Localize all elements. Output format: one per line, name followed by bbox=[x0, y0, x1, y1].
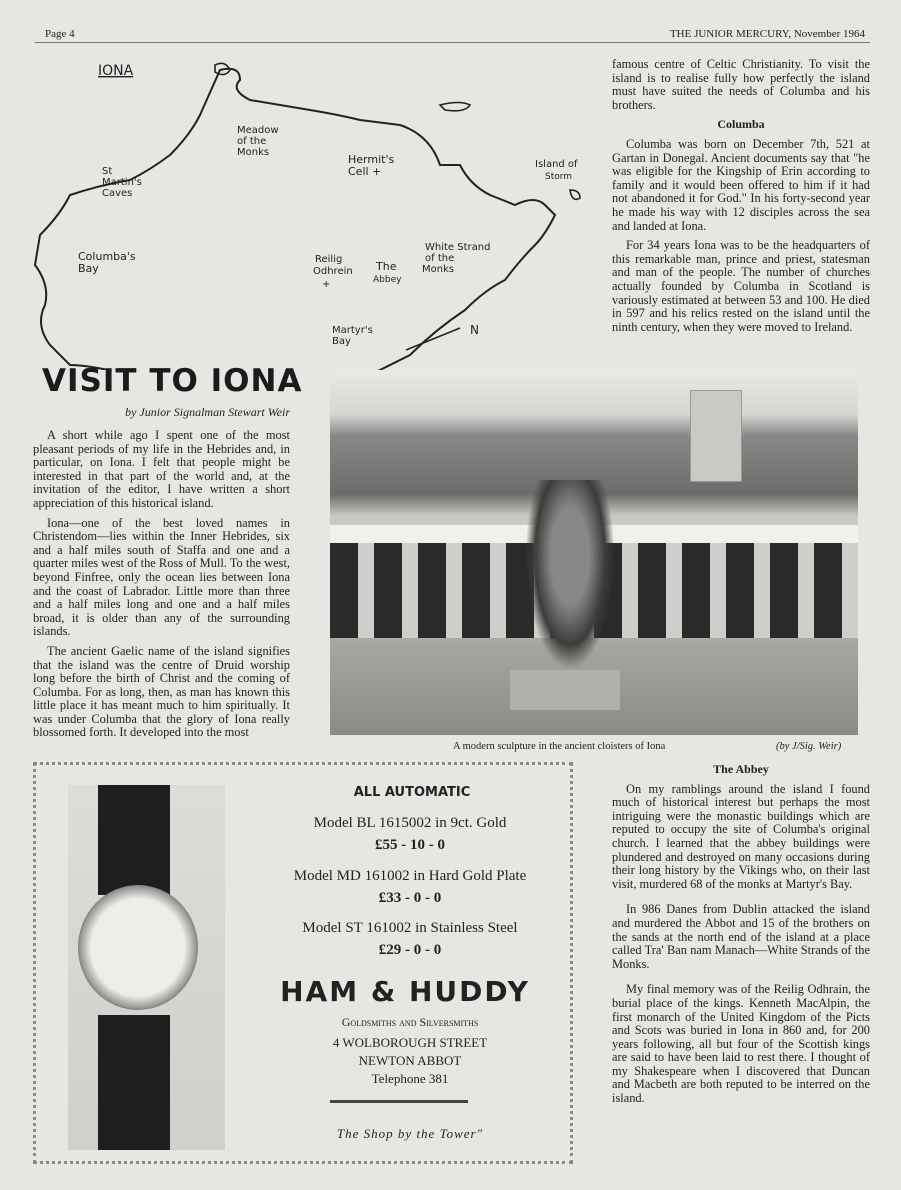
model-3: Model ST 161002 in Stainless Steel bbox=[302, 920, 518, 936]
svg-text:Storm: Storm bbox=[545, 172, 573, 182]
paragraph: Columba was born on December 7th, 521 at Gartan in Donegal. Ancient documents say that "he was eligible for the Kingship of Erin according to family and it would been offered to him if it had not abandoned it for God." In his forty-second year he made his way with 12 disciples across the sea and landed at Iona. bbox=[612, 136, 870, 233]
photo-credit: (by J/Sig. Weir) bbox=[776, 741, 842, 752]
shop-name: HAM & HUDDY bbox=[280, 975, 530, 1008]
price-3: £29 - 0 - 0 bbox=[378, 942, 442, 958]
svg-text:+: + bbox=[322, 279, 331, 290]
paragraph: A short while ago I spent one of the most pleasant periods of my life in the Hebrides and, in particular, on Iona. I felt that people might be interested in that part of the world and, at the invitation of the editor, I have written a short appreciation of this historical island. bbox=[33, 428, 290, 510]
byline: by Junior Signalman Stewart Weir bbox=[125, 405, 290, 419]
iona-map bbox=[30, 50, 600, 370]
svg-text:Monks: Monks bbox=[422, 264, 455, 275]
header-rule bbox=[35, 42, 870, 43]
paragraph: Iona—one of the best loved names in Christendom—lies within the Inner Hebrides, six and a half miles south of Staffa and one and a quarter miles west of the Ross of Mull. To the west, beyond Finfree, only the ocean lies between Iona and the coast of Labrador. Little more than three and a half miles long and one and a half miles broad, it is older than any of the surrounding islands. bbox=[33, 515, 290, 639]
cloister-photo bbox=[330, 370, 858, 735]
address-town: NEWTON ABBOT bbox=[358, 1053, 462, 1068]
photo-caption: A modern sculpture in the ancient cloisters of Iona bbox=[453, 741, 666, 752]
publication-header: THE JUNIOR MERCURY, November 1964 bbox=[669, 28, 865, 40]
ad-slogan: The Shop by the Tower" bbox=[336, 1126, 484, 1141]
svg-text:of the: of the bbox=[425, 253, 455, 264]
svg-text:White Strand: White Strand bbox=[425, 242, 491, 253]
svg-text:Meadow: Meadow bbox=[237, 125, 279, 136]
price-1: £55 - 10 - 0 bbox=[375, 837, 445, 853]
paragraph: For 34 years Iona was to be the headquarters of this remarkable man, prince and priest, statesman and man of the people. The number of churches actually founded by Columba in Scotland is variously estimated at between 53 and 100. He died in 597 and his relics rested on the island until the ninth century, when they were moved to Ireland. bbox=[612, 238, 870, 334]
paragraph: On my ramblings around the island I found much of historical interest but perhaps the most intriguing were the monastic buildings which are reputed to occupy the site of Columba's original church. I learned that the abbey buildings were plundered and destroyed on many occasions during their long history by the Vikings who, on their last visit, murdered 68 of the monks at Martyr's Bay. bbox=[612, 781, 870, 891]
svg-text:Columba's: Columba's bbox=[78, 250, 136, 263]
svg-text:Island of: Island of bbox=[535, 159, 578, 170]
paragraph: The ancient Gaelic name of the island signifies that the island was the centre of Druid worship long before the birth of Christ and the coming of Columba. For as long, then, as man has known this little place it has meant much to him spiritually. It was under Columba that the glory of Iona really blossomed forth. It developed into the most bbox=[33, 643, 290, 740]
svg-text:Caves: Caves bbox=[102, 188, 133, 199]
left-column bbox=[33, 429, 290, 746]
svg-text:Bay: Bay bbox=[332, 336, 351, 347]
svg-text:IONA: IONA bbox=[98, 63, 134, 79]
ad-rule bbox=[330, 1100, 468, 1103]
svg-text:Odhrein: Odhrein bbox=[313, 266, 353, 277]
svg-text:N: N bbox=[470, 323, 479, 337]
svg-text:of the: of the bbox=[237, 136, 267, 147]
watch-face bbox=[78, 885, 198, 1010]
svg-text:Martin's: Martin's bbox=[102, 177, 142, 188]
trade-line: Goldsmiths and Silversmiths bbox=[341, 1015, 479, 1029]
paragraph: My final memory was of the Reilig Odhrain, the burial place of the kings. Kenneth MacAlpin, the first monarch of the United Kingdom of the Picts and Scots was buried in Iona in 860 and, for 200 years following, all but four of the Scottish kings are said to have been laid to rest there. I thought of my Shakespeare when I discovered that Duncan and Macbeth are both reputed to be interred on the island. bbox=[612, 982, 870, 1106]
telephone: Telephone 381 bbox=[371, 1071, 449, 1086]
north-arrow-icon bbox=[406, 328, 460, 350]
address-street: 4 WOLBOROUGH STREET bbox=[332, 1035, 488, 1050]
svg-text:Martyr's: Martyr's bbox=[332, 325, 373, 336]
columba-heading: Columba bbox=[717, 117, 765, 132]
svg-text:Bay: Bay bbox=[78, 262, 99, 275]
svg-text:Cell +: Cell + bbox=[348, 165, 382, 178]
watch-photo bbox=[68, 785, 225, 1150]
svg-text:St: St bbox=[102, 166, 113, 177]
model-2: Model MD 161002 in Hard Gold Plate bbox=[293, 868, 527, 884]
svg-text:Abbey: Abbey bbox=[373, 275, 402, 285]
ad-headline: ALL AUTOMATIC bbox=[353, 785, 471, 800]
price-2: £33 - 0 - 0 bbox=[378, 890, 442, 906]
svg-text:Hermit's: Hermit's bbox=[348, 153, 395, 166]
sculpture bbox=[525, 480, 615, 670]
right-column-top bbox=[612, 58, 870, 340]
abbey-heading: The Abbey bbox=[713, 762, 769, 776]
continuation-paragraph: famous centre of Celtic Christianity. To visit the island is to realise fully how perfectly the island must have suited the needs of Columba and his brothers. bbox=[612, 57, 870, 112]
svg-text:Monks: Monks bbox=[237, 147, 270, 158]
page-number: Page 4 bbox=[45, 28, 75, 40]
svg-text:The: The bbox=[376, 260, 397, 273]
svg-text:Reilig: Reilig bbox=[315, 254, 343, 265]
model-1: Model BL 1615002 in 9ct. Gold bbox=[313, 815, 507, 831]
paragraph: In 986 Danes from Dublin attacked the island and murdered the Abbot and 15 of the brothers on the sands at the north end of the island at a place called Tra' Ban nam Manach—White Strands of the Monks. bbox=[612, 902, 870, 971]
article-title: VISIT TO IONA bbox=[42, 363, 303, 399]
right-column-bottom bbox=[612, 763, 870, 1112]
